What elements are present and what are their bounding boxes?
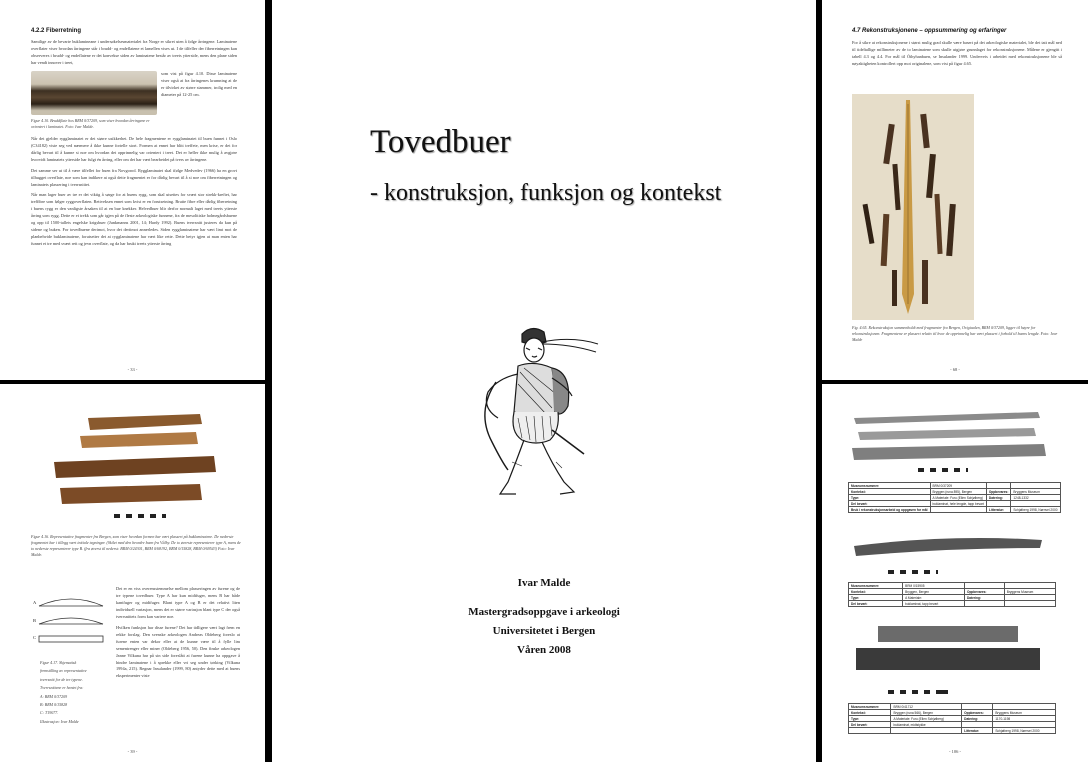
card-cell: Del bevart: <box>849 722 891 728</box>
card-cell: Type: <box>849 716 891 722</box>
page-106 <box>822 384 1088 762</box>
card-cell: Museumsnummer: <box>849 704 891 710</box>
card-cell <box>964 601 1004 607</box>
card-cell: BRM 0/37209 <box>930 483 986 489</box>
card-cell: Schjølberg 1998, Nørnvei 2000 <box>993 728 1056 734</box>
cover-line-2: Universitetet i Bergen <box>492 625 596 637</box>
card-cell: Oppbevares: <box>964 589 1004 595</box>
card-cell: Bryggen (runa 566), Bergen <box>891 710 962 716</box>
card-cell: Bryggens Museum <box>1011 489 1060 495</box>
card-cell: Kontekst: <box>849 589 903 595</box>
card-cell: Type: <box>849 495 931 501</box>
card-cell: 1170-1198 <box>993 716 1056 722</box>
page-number: - 68 - <box>950 367 960 372</box>
figure-caption: Fig. 4.65. Rekonstruksjon sammenholdt med fragmenter fra Bergen, Origiaalen, BRM 0/37209, ligger til høyre for rekonstruksjonen. Fragmentene er plassert relativ til hvor de opprinnelig har vært plassert i forhold til buens lengde. Foto: Ivar Malde <box>852 325 1058 342</box>
card-row <box>849 507 1061 513</box>
card-cell <box>849 728 891 734</box>
page-number: - 39 - <box>127 749 138 754</box>
cover-subtitle: - konstruksjon, funksjon og kontekst <box>370 180 722 206</box>
label-a: A <box>33 600 37 605</box>
label-b: B <box>33 618 37 623</box>
archer-woodcut-illustration <box>472 322 606 502</box>
paragraph-1: For å sikre at rekonstruksjonene i størst mulig grad skulle være basert på det arkeologiske materialet, ble det tatt mål ned til tideltallige millimeter av de to laminatene som skulle utgjøre grunnlaget for rekonstruksjonene. Målene er gjengitt i tabell 4.3 og 4.4. For mål til Öthyhanbuen, se Insulander 1999. Underveis i arbeidet med rekonstruksjonene ble så nøyaktigheten kontrollert opp mot originalene, som vist på figur 4.65. <box>852 40 1062 66</box>
paragraph-intro: Samtlige av de bevarte buklamineane i undersøkelsesmaterialet fra Norge er sikret uten å følge årringene. Laminatene overflater viser hvordan årringene står i brudd- og endeflatene et lamellen vises ut. I de tilfeller der fiberretningen kan observeres i brudd- og endeflatene er det konvekse siden av laminatene består av treets ytterside, mens den plane siden har vendt innover i treet, <box>31 39 237 65</box>
cover-title: Tovedbuer <box>370 124 511 160</box>
catalog-card-2 <box>848 582 1056 607</box>
card-cell: BRM 0/41712 <box>891 704 962 710</box>
card-cell: Type: <box>849 595 903 601</box>
card-cell: Datering: <box>986 495 1011 501</box>
paragraph-1: Når det gjelder rygglaminatet er det større usikkerhet. De hele fragmentene er rygglaminatet til buen funnet i Oslo (C34182) viste seg ved nærmere å ikke kunne fortelle stort. Formen at ennet har blitt treffete, men krise, er det for dårlig bevart til å kunne si noe om hvordan det opprinnelig var orientert i treet. Det er heller ikke mulig å avgjøre hvorvidt laminatets ytterside har fulgt én årring, eller om det har vært bearbeidet på tvers av årringene. <box>31 135 237 162</box>
page-33 <box>0 0 265 380</box>
card-cell: BRM 0/15905 <box>903 583 965 589</box>
card-cell: Kontekst: <box>849 710 891 716</box>
card-cell: Datering: <box>964 595 1004 601</box>
card-row <box>849 601 1056 607</box>
figure-4-16-caption: Figur 4.16. Representative fragmenter fra Bergen, som viser hvordan formen har vært plassert på buklaminatene. De nederste fragmentet har i tillegg vært initiale tegninger. (Skilet med den beordre buen fra Vålby. De to øverste representerer type A, mens de to nederste representerer type B. (fra øverst til nederst: BRM 0/24301, BRM 0/68192, BRM 0/15828, BRM 0/69543) Foto: Ivar Malde. <box>31 534 241 557</box>
cover-author: Ivar Malde <box>517 577 571 589</box>
card-cell: Datering: <box>962 716 993 722</box>
cover-line-3: Våren 2008 <box>517 644 571 656</box>
card-cell: buklaminat, tapp bevart <box>903 601 965 607</box>
cover-line-1: Mastergradsoppgave i arkeologi <box>468 606 620 618</box>
card-cell: A Materiale: <box>903 595 965 601</box>
page-39 <box>0 384 265 762</box>
cover-page <box>272 0 816 762</box>
card-cell: A Materiale: Furu (Ellen Schjølberg) <box>930 495 986 501</box>
card-cell: Oppbevares: <box>962 710 993 716</box>
card-cell: Del bevart: <box>849 601 903 607</box>
paragraph-beside-figure: som vist på figur 4.10. Disse laminatene viser også at fra årringenes krumning at de er tilvirket av større stammer, trolig med en diameter på 12-25 cm. <box>161 70 237 97</box>
paragraph-2: Det samme ser ut til å være tilfellet for buen fra Novgorod. Rygglaminatet skal ifølge Medvedev (1966) ha en grovt tilhugget overflate, noe som kan indikere at også dette fragmentet er for dårlig bevart til å si noe om fiberretningen og laminatets plassering i tverrsnittet. <box>31 167 237 187</box>
artefact-photo-2 <box>848 526 1048 580</box>
artefact-photo-1 <box>848 406 1048 476</box>
card-cell: buklaminat, hele lengde, tapp bevart <box>930 501 986 507</box>
card-cell: 1248-1332 <box>1011 495 1060 501</box>
figure-4-10-photo <box>31 71 157 115</box>
card-cell: Litteratur: <box>986 507 1011 513</box>
section-heading: 4.7 Rekonstruksjonene – oppsummering og erfaringer <box>852 28 1007 34</box>
card-cell: Bryggen, Bergen <box>903 589 965 595</box>
card-cell: Oppbevares: <box>986 489 1011 495</box>
section-heading: 4.2.2 Fiberretning <box>31 28 82 34</box>
card-row <box>849 728 1056 734</box>
page-number: - 33 - <box>127 367 138 372</box>
figure-4-16-photo <box>50 410 220 525</box>
page-number: - 106 - <box>949 749 961 754</box>
paragraph-3: Når man lager buer av tre er det viktig å sørge for at buens rygg, som skal utsettes for svært stor strekk-kreftet, har treffibre som følger ryggoverflaten. Rettveksen ennet som kvist er en forutsetning. Brutte fibre eller dårlig fiberretning i buens rygg er den vanligste årsaken til at en bue knekker. Helvedbuer blir derfor normalt laget med treets ytterste årring som rygg. Dette er et trekk som går igjen på de fleste arkeologiske funnene, fra de mesolitiske holmegårdsbuene og opp til 1500-tallets engelske krigsbuer (Junkmanns 2001, 14; Hardy 1992). Buens tverrsnitt justeres da kun på sidene og buken. For tovedbuene derimot, hvor det dertimot annerledes. Siden rygglaminatene har vært limt mot de planbehvide buklaminatene, forutsetter det at rygglaminatene har vært like rette. Dette betyr igjen at man enten har funnet et tre med svært rett og jevn overflate, og da har brukt treets ytterste årring <box>31 192 237 247</box>
card-cell: Bryggens Museum <box>993 710 1056 716</box>
card-cell: Del bevart: <box>849 501 931 507</box>
catalog-card-3 <box>848 703 1056 734</box>
card-cell: Litteratur: <box>962 728 993 734</box>
card-cell: A Materiale: Furu (Ellen Schjølberg) <box>891 716 962 722</box>
card-cell <box>930 507 986 513</box>
cross-section-diagram <box>31 592 111 652</box>
figure-4-17-caption: Figur 4.17. Skjematisk fremstilling av representative tverrsnitt for de tre typene. Tverrsnittene er hentet fra: A: BRM 0/37209 B: BRM 0/15828 C: T19077. Illustrasjon: Ivar Malde <box>40 660 87 724</box>
card-cell: Bruk i rekonstruksjonsarbeid og oppgaven for mål <box>849 507 931 513</box>
figure-caption: Figur 4.10. Bruddflate hos BRM 0/37209, som viser hvordan årringene er orientert i laminatet. Foto: Ivar Malde. <box>31 117 150 129</box>
catalog-card-1 <box>848 482 1056 513</box>
card-cell: Bryggens Museum <box>1004 589 1055 595</box>
card-cell <box>891 728 962 734</box>
page-68 <box>822 0 1088 380</box>
card-cell: buklaminat, midtstykke <box>891 722 962 728</box>
card-cell: Museumsnummer: <box>849 483 931 489</box>
card-cell: Schjølberg 1998, Nørnvei 2000 <box>1011 507 1060 513</box>
card-cell: Bryggen (runa 895), Bergen <box>930 489 986 495</box>
label-c: C <box>33 635 37 640</box>
figure-4-65-photo <box>852 94 974 320</box>
artefact-photo-3 <box>848 620 1048 702</box>
paragraph-2: Hvilken funksjon har disse furene? Det har tidligere vært lagt frem en rekke forslag. Den svenske arkeologen Andreas Oldeberg foreslo at furene enten var dekor eller at de kunne være til å fylle lim sementrenger eller miner (Oldeberg 1956, 50). Den finske arkeologen Janne Vilkuna har på sin side foreslått at furene kunne ha oppgave å hindre laminatene i å sprekke eller vri seg under tørking (Vilkuna 1994a, 215). Regnar Insulander (1999, 80) antyder dette med at buens eksperimenter viste <box>116 624 240 679</box>
card-cell: Museumsnummer: <box>849 583 903 589</box>
card-cell <box>1004 601 1055 607</box>
paragraph-1: Det er en viss overensstemmelse mellom plasseringen av furene og de tre typene tovedbuer. Type A har kun midtfuger, mens B har både kantfuger og midtfuger. Blant type A og B er det relativt liten individuell variasjon, mens det er større variasjon blant type C der også tverrsnittets form kan variere noe. <box>116 586 240 619</box>
card-cell: Kontekst: <box>849 489 931 495</box>
